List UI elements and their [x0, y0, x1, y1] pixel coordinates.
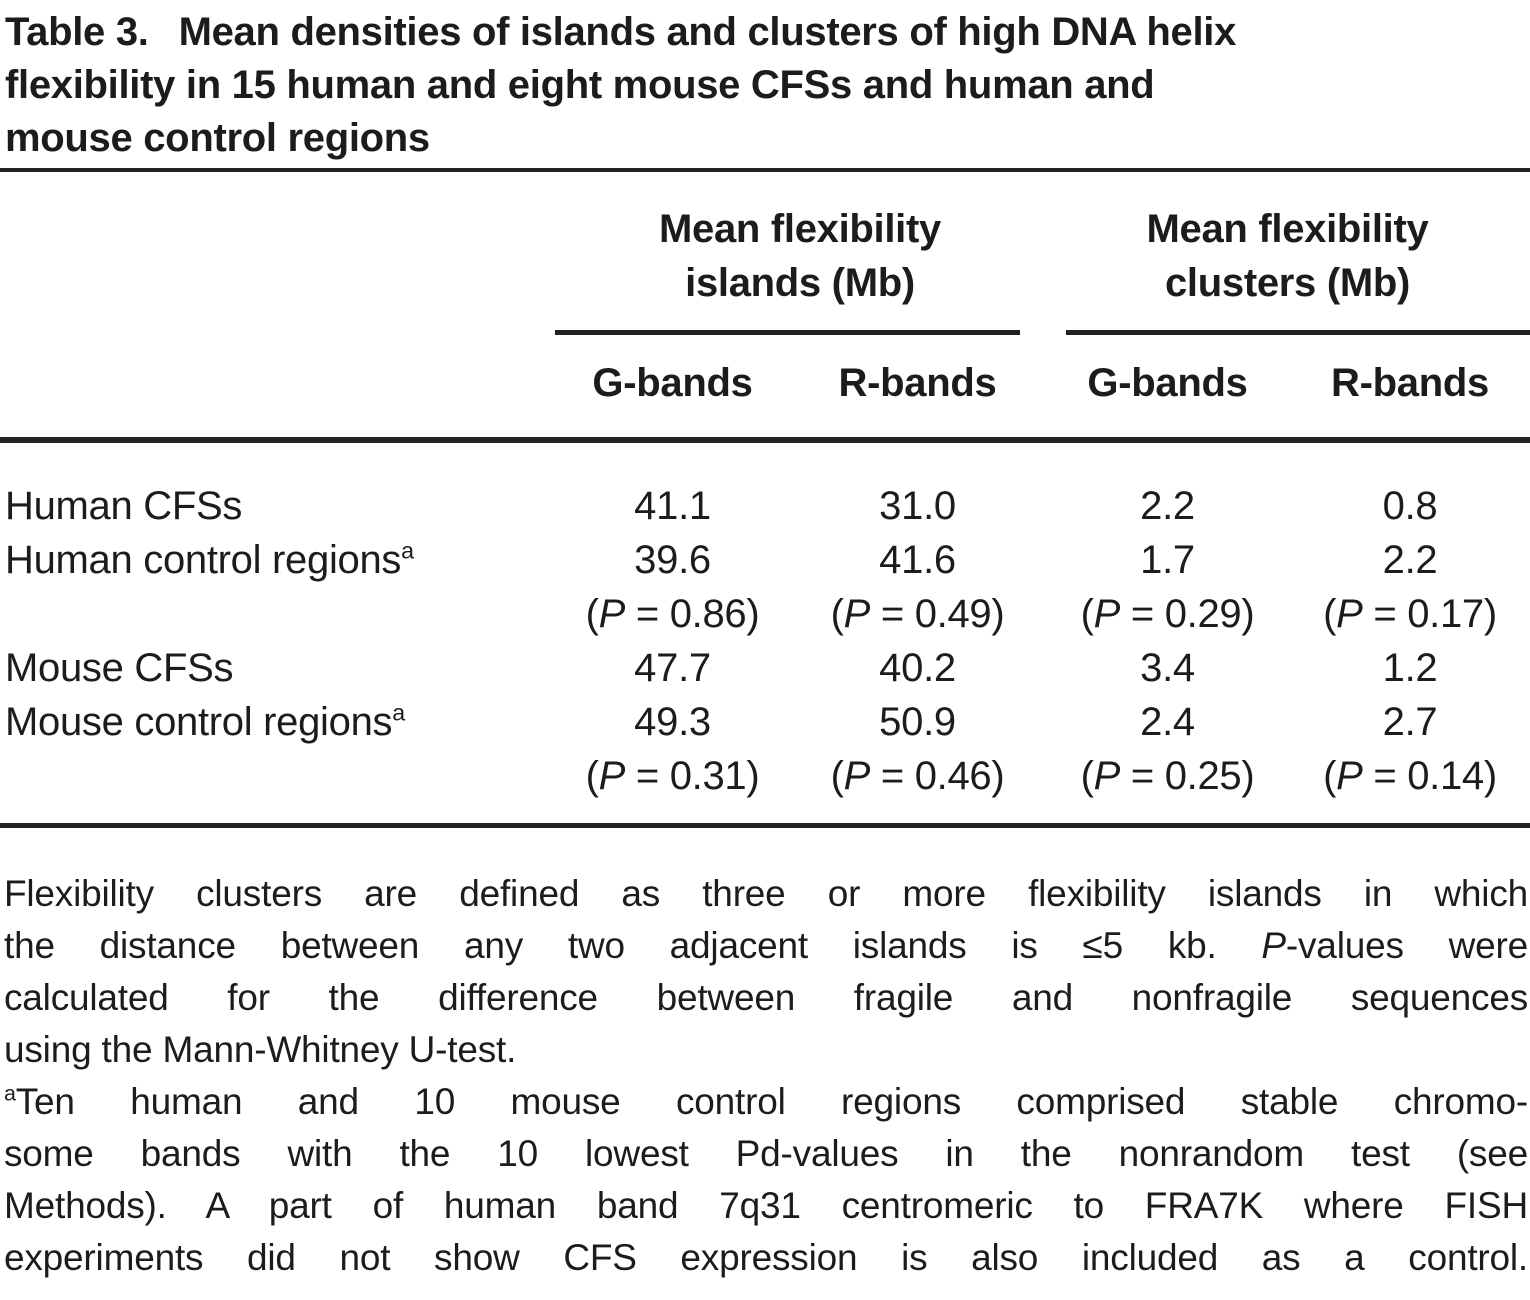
p-symbol: P: [843, 592, 871, 636]
row-label: [0, 695, 555, 749]
group-clusters-line-2: clusters (Mb): [1164, 261, 1411, 305]
column-header-clusters-r-bands: R-bands: [1331, 361, 1489, 405]
footnote-1-line-2: the distance between any two adjacent islands is ≤5 kb. P-values were: [4, 925, 1528, 966]
p-value-cell: (P = 0.29): [1080, 592, 1255, 636]
column-group-islands: [555, 202, 1045, 335]
data-cell: 2.2: [1140, 484, 1195, 528]
p-symbol: P: [843, 754, 871, 798]
column-header-islands-g-bands: G-bands: [592, 361, 753, 405]
data-cell: 31.0: [879, 484, 956, 528]
p-value-cell: (P = 0.86): [585, 592, 760, 636]
data-cell: 2.4: [1140, 700, 1195, 744]
data-cell: 41.1: [634, 484, 711, 528]
table-bottom-divider: [0, 823, 1530, 828]
data-cell: 39.6: [634, 538, 711, 582]
data-cell: 47.7: [634, 646, 711, 690]
footnote-marker: a: [401, 537, 414, 564]
row-label: [0, 749, 555, 803]
row-label-text: Mouse control regions: [5, 700, 393, 744]
data-cell: 1.7: [1140, 538, 1195, 582]
p-value-cell: (P = 0.25): [1080, 754, 1255, 798]
data-cell: 50.9: [879, 700, 956, 744]
stub-cell: [0, 202, 555, 335]
footnote-2-line-1: $^a$Ten human and 10 mouse control regions comprised stable chromo-: [4, 1081, 1528, 1122]
caption-line-2: flexibility in 15 human and eight mouse CFSs and human and: [5, 63, 1155, 107]
row-label-text: Mouse CFSs: [5, 646, 234, 690]
footnote-marker: a: [4, 1081, 16, 1106]
p-symbol: P: [598, 754, 626, 798]
data-cell: 3.4: [1140, 646, 1195, 690]
p-value-cell: (P = 0.46): [830, 754, 1005, 798]
table-row-human-cfs: [0, 479, 1530, 533]
data-cell: 2.7: [1382, 700, 1438, 744]
column-header-clusters-g-bands: G-bands: [1087, 361, 1248, 405]
row-label-text: Human CFSs: [5, 484, 243, 528]
data-cell: 41.6: [879, 538, 956, 582]
table-body: [0, 443, 1530, 823]
table-caption: [0, 0, 1530, 165]
table-row-human-pvalues: [0, 587, 1530, 641]
p-symbol: P: [1093, 592, 1121, 636]
data-cell: 49.3: [634, 700, 711, 744]
table-row-mouse-control: [0, 695, 1530, 749]
p-symbol: P: [1093, 754, 1121, 798]
footnote-1-line-4: using the Mann-Whitney U-test.: [4, 1029, 517, 1070]
footnote-1-line-1: Flexibility clusters are defined as three or more flexibility islands in which: [4, 873, 1528, 914]
p-symbol: P: [1261, 925, 1286, 966]
group-divider-islands: [555, 330, 1020, 335]
footnote-2-line-2: some bands with the 10 lowest Pd-values in the nonrandom test (see: [4, 1133, 1528, 1174]
table-header-groups: [0, 172, 1530, 335]
data-cell: 1.2: [1382, 646, 1438, 690]
column-group-clusters: [1045, 202, 1530, 335]
row-label: [0, 479, 555, 533]
table-row-mouse-pvalues: [0, 749, 1530, 803]
row-label-text: Human control regions: [5, 538, 402, 582]
p-value-cell: (P = 0.17): [1323, 592, 1497, 636]
caption-text: Mean densities of islands and clusters of high DNA helix: [178, 10, 1237, 54]
footnote-1-line-3: calculated for the difference between fragile and nonfragile sequences: [4, 977, 1528, 1018]
table-row-human-control: [0, 533, 1530, 587]
footnote-2-line-3: Methods). A part of human band 7q31 centromeric to FRA7K where FISH: [4, 1185, 1528, 1226]
data-cell: 40.2: [879, 646, 956, 690]
caption-line-1: [5, 6, 1528, 59]
caption-line-3: mouse control regions: [5, 116, 430, 160]
column-header-islands-r-bands: R-bands: [838, 361, 997, 405]
p-value-cell: (P = 0.31): [585, 754, 760, 798]
p-symbol: P: [1336, 592, 1363, 636]
stub-cell: [0, 361, 555, 405]
footnote-marker: a: [392, 699, 405, 726]
table-footnotes: [0, 868, 1530, 1284]
data-cell: 2.2: [1382, 538, 1438, 582]
row-label: [0, 641, 555, 695]
row-label: [0, 533, 555, 587]
table-row-mouse-cfs: [0, 641, 1530, 695]
group-divider-clusters: [1066, 330, 1530, 335]
table-number: Table 3.: [5, 10, 149, 54]
p-value-cell: (P = 0.49): [830, 592, 1005, 636]
footnote-2-line-4: experiments did not show CFS expression is also included as a control.: [4, 1237, 1528, 1278]
p-value-cell: (P = 0.14): [1323, 754, 1497, 798]
group-islands-line-1: Mean flexibility: [659, 207, 941, 251]
p-symbol: P: [598, 592, 626, 636]
group-clusters-line-1: Mean flexibility: [1146, 207, 1429, 251]
p-symbol: P: [1336, 754, 1363, 798]
table-subheaders: [0, 335, 1530, 437]
group-islands-line-2: islands (Mb): [685, 261, 915, 305]
row-label: [0, 587, 555, 641]
data-cell: 0.8: [1382, 484, 1438, 528]
